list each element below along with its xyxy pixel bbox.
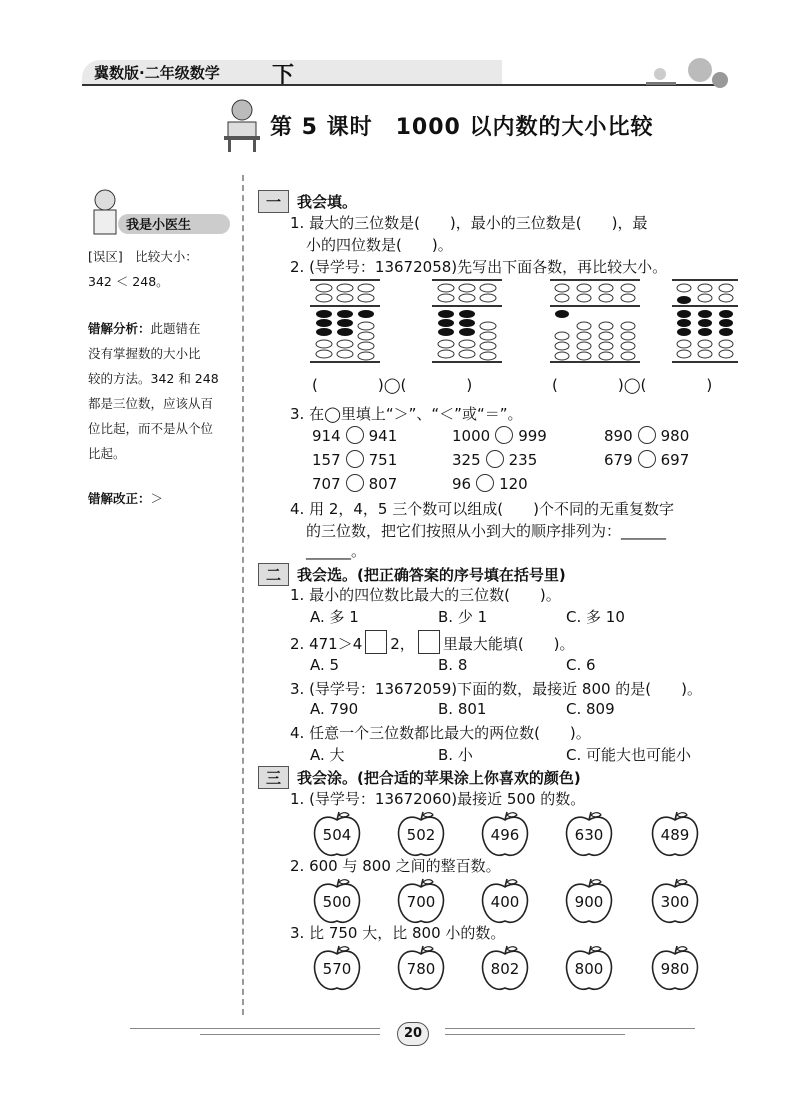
apple-number: 570 <box>322 960 352 978</box>
apple-number: 500 <box>322 893 352 911</box>
cmp-item[interactable]: 96 120 <box>452 475 528 493</box>
digit-box-ref <box>418 630 440 654</box>
apple-number: 630 <box>574 826 604 844</box>
s2-q3-options <box>310 700 615 718</box>
apple-number: 504 <box>322 826 352 844</box>
analysis-label: 错解分析： <box>88 321 151 336</box>
section-2-head: 二 我会选。(把正确答案的序号填在括号里) <box>258 563 566 586</box>
cmp-item[interactable]: 890 980 <box>604 427 690 445</box>
s1-q2: 2. (导学号：13672058)先写出下面各数，再比较大小。 <box>290 258 668 276</box>
footer-rule-right <box>445 1028 695 1029</box>
s1-q4-line3: ______。 <box>306 542 367 560</box>
digit-box[interactable] <box>365 630 387 654</box>
s1-q1-line1: 1. 最大的三位数是( )，最小的三位数是( )，最 <box>290 214 648 232</box>
cmp-item[interactable]: 325 235 <box>452 451 538 469</box>
apple-number: 400 <box>490 893 520 911</box>
option-a[interactable]: A. 5 <box>310 656 340 674</box>
option-b[interactable]: B. 少 1 <box>438 608 488 626</box>
option-a[interactable]: A. 大 <box>310 746 345 764</box>
option-c[interactable]: C. 多 10 <box>566 608 625 626</box>
footer-rule-left <box>130 1028 380 1029</box>
error-example: 342 ＜ 248。 <box>88 274 169 289</box>
sidebar-badge: 我是小医生 <box>118 214 230 234</box>
s2-q2-options <box>310 656 596 674</box>
apple-item[interactable] <box>478 877 532 927</box>
option-b[interactable]: B. 8 <box>438 656 468 674</box>
footer-rule-right-2 <box>445 1034 625 1035</box>
option-a[interactable]: A. 790 <box>310 700 359 718</box>
s2-q3: 3. (导学号：13672059)下面的数，最接近 800 的是( )。 <box>290 680 703 698</box>
s1-q1-line2: 小的四位数是( )。 <box>306 236 453 254</box>
header-rule <box>82 84 722 86</box>
s1-q4-line1: 4. 用 2，4，5 三个数可以组成( )个不同的无重复数字 <box>290 500 674 518</box>
apple-number: 900 <box>574 893 604 911</box>
s2-q1: 1. 最小的四位数比最大的三位数( )。 <box>290 586 561 604</box>
apple-number: 802 <box>490 960 520 978</box>
cmp-item[interactable]: 707 807 <box>312 475 398 493</box>
sidebar-divider <box>242 175 244 1015</box>
s3-q2: 2. 600 与 800 之间的整百数。 <box>290 857 501 875</box>
apple-item[interactable] <box>310 877 364 927</box>
apple-number: 700 <box>406 893 436 911</box>
apple-item[interactable] <box>394 810 448 860</box>
lesson-title: 第 5 课时 1000 以内数的大小比较 <box>270 115 654 140</box>
apple-item[interactable] <box>478 810 532 860</box>
option-a[interactable]: A. 多 1 <box>310 608 359 626</box>
apple-item[interactable] <box>310 810 364 860</box>
option-b[interactable]: B. 801 <box>438 700 487 718</box>
cmp-item[interactable]: 914 941 <box>312 427 398 445</box>
correction-value: ＞ <box>150 491 164 506</box>
student-at-desk-icon <box>222 96 262 152</box>
apple-number: 780 <box>406 960 436 978</box>
apple-number: 502 <box>406 826 436 844</box>
apple-item[interactable] <box>562 810 616 860</box>
little-doctor-icon <box>90 188 120 236</box>
footer-rule-left-2 <box>200 1034 380 1035</box>
cmp-item[interactable]: 157 751 <box>312 451 398 469</box>
apple-item[interactable] <box>648 810 702 860</box>
option-c[interactable]: C. 可能大也可能小 <box>566 746 692 764</box>
apple-item[interactable] <box>394 877 448 927</box>
abacus-1 <box>310 280 380 362</box>
abacus-2 <box>432 280 502 362</box>
correction-label: 错解改正： <box>88 491 151 506</box>
apple-item[interactable] <box>394 944 448 994</box>
s2-q4-options <box>310 744 691 765</box>
s1-q3: 3. 在◯里填上“＞”、“＜”或“＝”。 <box>290 405 523 423</box>
volume-mark: 下 <box>272 63 295 88</box>
s2-q4: 4. 任意一个三位数都比最大的两位数( )。 <box>290 724 591 742</box>
sidebar-content: [误区] 比较大小： 342 ＜ 248。 错解分析：此题错在 没有掌握数的大小比 较的方法。342 和 248 都是三位数，应该从百 位比起，而不是从个位 比起。 错解改正：＞ <box>88 244 233 511</box>
option-b[interactable]: B. 小 <box>438 746 473 764</box>
error-area: [误区] 比较大小： <box>88 249 198 264</box>
page-number: 20 <box>397 1022 429 1046</box>
s1-q4-line2: 的三位数，把它们按照从小到大的顺序排列为：______ <box>306 522 667 540</box>
apple-item[interactable] <box>310 944 364 994</box>
s1-q2-blanks-left[interactable]: ( )◯( ) <box>312 376 473 394</box>
s2-q1-options <box>310 606 625 627</box>
option-c[interactable]: C. 809 <box>566 700 615 718</box>
cmp-item[interactable]: 679 697 <box>604 451 690 469</box>
header-decoration-icon <box>640 52 740 92</box>
s2-q2: 2. 471＞4 2， 里最大能填( )。 <box>290 630 575 654</box>
cmp-item[interactable]: 1000 999 <box>452 427 547 445</box>
abacus-3 <box>550 280 640 362</box>
apple-item[interactable] <box>648 944 702 994</box>
apple-number: 800 <box>574 960 604 978</box>
abacus-group <box>300 278 740 368</box>
s3-q1: 1. (导学号：13672060)最接近 500 的数。 <box>290 790 586 808</box>
apple-number: 489 <box>660 826 690 844</box>
apple-number: 980 <box>660 960 690 978</box>
option-c[interactable]: C. 6 <box>566 656 596 674</box>
s3-q3: 3. 比 750 大，比 800 小的数。 <box>290 924 506 942</box>
section-3-head: 三 我会涂。(把合适的苹果涂上你喜欢的颜色) <box>258 766 581 789</box>
apple-number: 300 <box>660 893 690 911</box>
section-1-head: 一 我会填。 <box>258 190 357 213</box>
apple-item[interactable] <box>562 944 616 994</box>
apple-number: 496 <box>490 826 520 844</box>
apple-item[interactable] <box>562 877 616 927</box>
s1-q2-blanks-right[interactable]: ( )◯( ) <box>552 376 713 394</box>
apple-item[interactable] <box>478 944 532 994</box>
book-series: 冀数版·二年级数学 <box>94 64 220 82</box>
abacus-4 <box>672 280 738 362</box>
apple-item[interactable] <box>648 877 702 927</box>
